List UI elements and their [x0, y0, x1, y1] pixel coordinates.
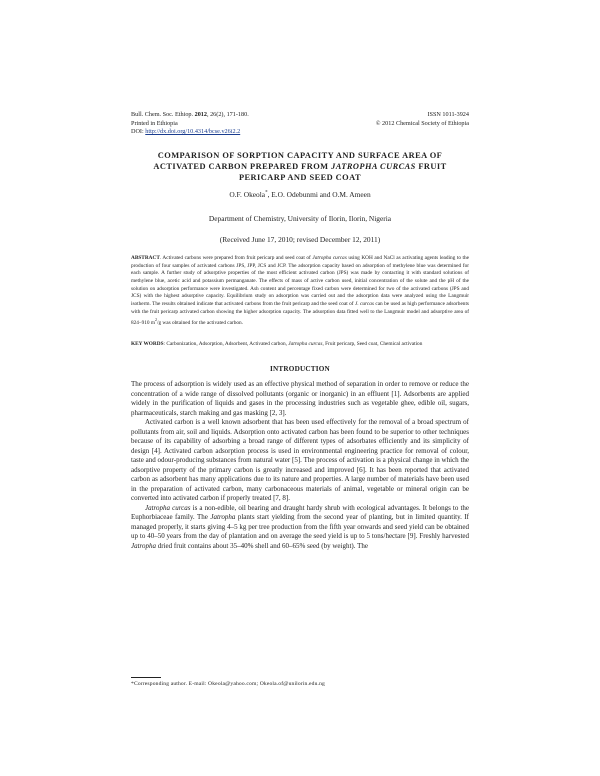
title-part1: COMPARISON OF SORPTION CAPACITY AND SURFACE AREA OF ACTIVATED CARBON PREPARED FROM [153, 151, 443, 171]
paper-title [140, 150, 460, 183]
abstract-a3: can be used as high performance adsorbents with the fruit pericarp activated carbon showing the higher adsorption capacity. The adsorption data fitted well to the Langmuir model and adsorptive area of 824–910 m [131, 300, 469, 327]
abstract-a2: using KOH and NaCl as activating agents leading to the production of four samples of activated carbons JPS, JPP, JCS and JCP. The adsorption capacity based on adsorption of methylene blue was determined for each sample. A further study of adsorptive properties of the most efficient activated carbon (JPS) was made by contacting it with standard solutions of methylene blue, acetic acid and potassium permanganate. The effects of mass of active carbon used, initial concentration of the solute and the pH of the solution on adsorption performance were investigated. Ash content and percentage fixed carbon were determined for two of the activated carbons (JPS and JCS) with the highest adsorptive capacity. Equilibrium study on adsorption was carried out and the adsorption data were analyzed using the Langmuir isotherm. The results obtained indicate that activated carbons from the fruit pericarp and the seed coat of [131, 255, 469, 307]
volume-pages: , 26(2), 171-180. [206, 111, 249, 118]
header-right [376, 111, 469, 128]
p3-genus: Jatropha [210, 513, 236, 521]
doi-label: DOI: [131, 128, 144, 136]
paragraph-2: Activated carbon is a well known adsorbent that has been used effectively for the removal of a broad spectrum of pollutants from air, soil and liquids. Adsorption onto activated carbon has been found to be superior to other techniques because of its capability of adsorbing a broad range of different types of adsorbates efficiently and its simplicity of design [4]. Activated carbon adsorption process is used in environmental engineering practice for removal of colour, taste and odour-producing substances from natural water [5]. The process of activation is a physical change in which the adsorptive property of the primary carbon is greatly increased and improved [6]. It has been reported that activated carbon as adsorbent has many applications due to its nature and properties. A large number of materials have been used in the preparation of activated carbon, many carbonaceous materials of animal, vegetable or mineral origin can be converted into activated carbon if properly treated [7, 8]. [131, 418, 469, 502]
p3-a: is a non-edible, oil bearing and draught hardy shrub with ecological advantages. It belongs to the Euphorbiaceae family. The [131, 503, 469, 521]
paragraph-1: The process of adsorption is widely used as an effective physical method of separation in order to remove or reduce the concentration of a wide range of dissolved pollutants (organic or inorganic) in an effluent [1]. Adsorbents are applied widely in the purification of liquids and gases in the processing industries such as vegetable ghee, edible oil, sugars, pharmaceuticals, starch making and gas masking [2, 3]. [131, 380, 469, 417]
header-left [131, 111, 249, 137]
p3-genus2: Jatropha [131, 541, 157, 550]
corresponding-mark: * [265, 190, 268, 196]
citation-line [131, 111, 249, 120]
introduction-body [131, 380, 469, 551]
p3-species: Jatropha curcas [145, 503, 191, 512]
printed-in: Printed in Ethiopia [131, 119, 178, 127]
copyright: © 2012 Chemical Society of Ethiopia [375, 119, 469, 127]
p3-c: dried fruit contains about 35–40% shell and 60–65% seed (by weight). The [157, 541, 368, 550]
paragraph-3 [131, 504, 469, 552]
doi-line [131, 128, 249, 137]
abstract-a4: /g was obtained for the activated carbon. [156, 320, 244, 327]
journal-name: Bull. Chem. Soc. Ethiop. [131, 111, 194, 118]
keywords-k1: : Carbonization, Adsorption, Adsorbent, Activated carbon, [163, 341, 287, 347]
issn: ISSN 1011-3924 [427, 111, 469, 118]
doi-link[interactable]: http://dx.doi.org/10.4314/bcse.v26i2.2 [145, 128, 241, 136]
received-dates: (Received June 17, 2010; revised December 12, 2011) [219, 235, 381, 244]
abstract-species2: J. curcas [354, 300, 374, 307]
title-part2: FRUIT PERICARP AND SEED COAT [238, 162, 447, 182]
co-authors: , E.O. Odebunmi and O.M. Ameen [267, 190, 371, 199]
abstract-label: ABSTRACT [131, 255, 160, 261]
keywords [131, 341, 469, 349]
author-list [131, 190, 469, 199]
section-heading: INTRODUCTION [270, 365, 330, 373]
title-species: JATROPHA CURCAS [331, 162, 416, 171]
keywords-label: KEY WORDS [131, 341, 164, 347]
abstract-sup: 2 [154, 317, 157, 323]
journal-year: 2012 [194, 111, 207, 118]
abstract-a1: . Activated carbons were prepared from fruit pericarp and seed coat of [159, 255, 311, 261]
abstract [131, 255, 469, 328]
p3-b: plants start yielding from the second year of planting, but in limited quantity. If managed properly, it starts giving 4–5 kg per tree production from the fifth year onwards and seed yield can be obtained up to 40–50 years from the day of plantation and on average the seed yield is up to 5 tons/hectare [9]. Freshly harvested [131, 513, 470, 540]
footnote-rule [131, 677, 161, 678]
keywords-k2: , Fruit pericarp, Seed coat, Chemical activation [322, 341, 423, 347]
affiliation: Department of Chemistry, University of Ilorin, Ilorin, Nigeria [208, 214, 392, 223]
keywords-species: Jatropha curcas [288, 341, 323, 347]
abstract-species: Jatropha curcas [312, 255, 347, 261]
footnote: *Corresponding author. E-mail: Okeola@yahoo.com; Okeola.of@unilorin.edu.ng [131, 681, 325, 687]
author-1: O.F. Okeola [229, 190, 266, 199]
